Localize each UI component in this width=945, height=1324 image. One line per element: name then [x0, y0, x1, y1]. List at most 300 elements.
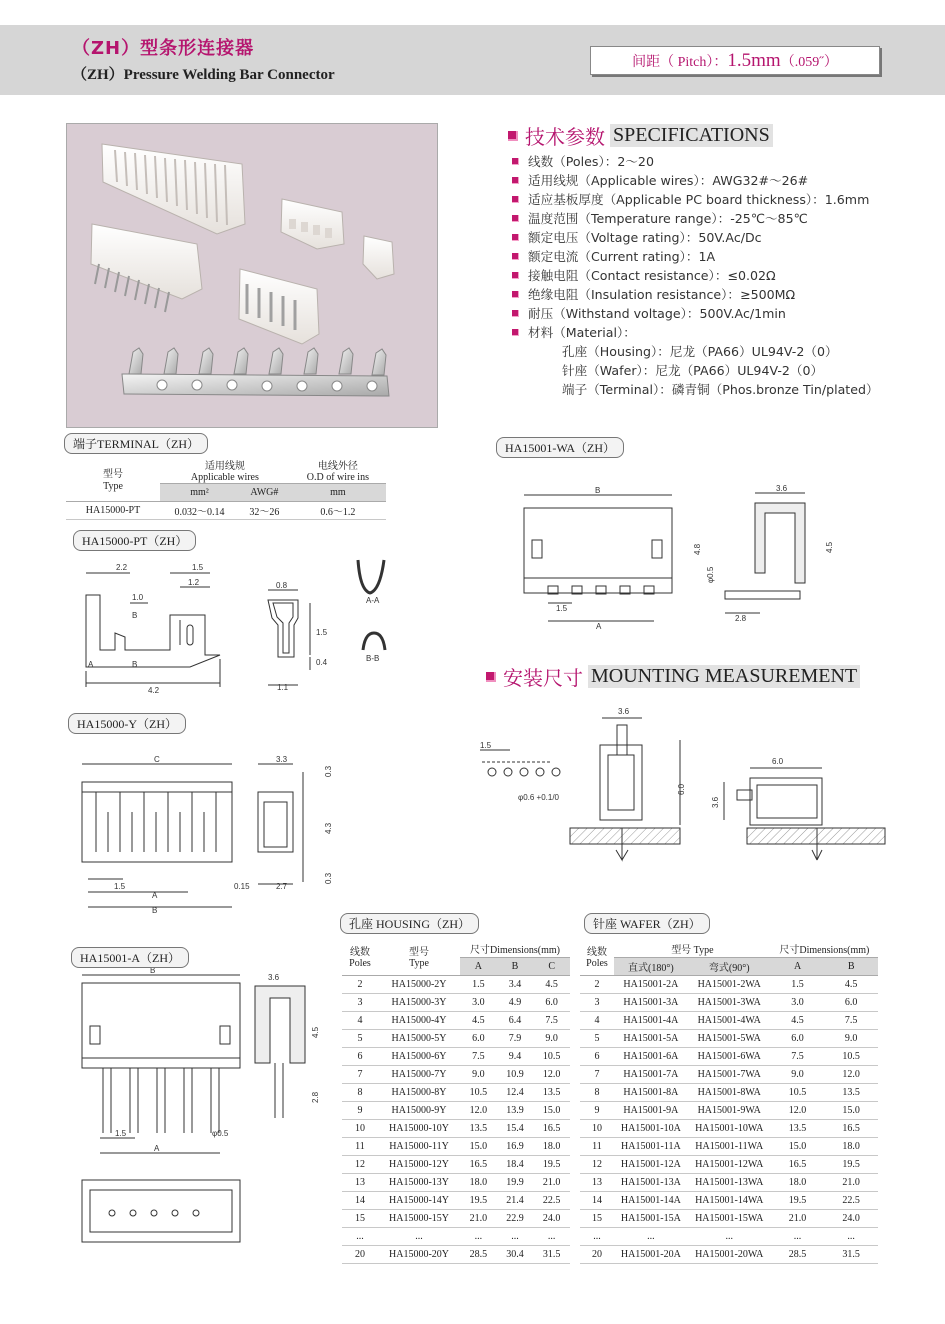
table-cell: ...	[497, 1228, 534, 1246]
mount-dim-3.6a: 3.6	[618, 707, 630, 716]
bullet-icon	[512, 177, 519, 184]
wa-drawing	[510, 483, 845, 633]
table-cell: 15	[342, 1210, 378, 1228]
table-row	[580, 1192, 878, 1210]
table-row	[342, 1012, 570, 1030]
table-cell: ...	[533, 1228, 570, 1246]
table-cell: 6.0	[771, 1030, 825, 1048]
product-photo-illustration	[67, 124, 437, 427]
table-cell: HA15001-20WA	[688, 1246, 771, 1264]
pt-dim-a: A	[88, 660, 94, 669]
table-cell: 21.0	[460, 1210, 497, 1228]
table-cell: HA15000-PT	[66, 502, 160, 520]
table-cell: 13	[342, 1174, 378, 1192]
y-dim-2.7: 2.7	[276, 882, 288, 891]
table-cell: 16.5	[771, 1156, 825, 1174]
a-drawing	[70, 968, 335, 1258]
table-cell: 21.0	[533, 1174, 570, 1192]
table-cell: HA15001-8A	[614, 1084, 688, 1102]
table-cell: 5	[580, 1030, 614, 1048]
table-cell: 13.5	[824, 1084, 878, 1102]
a-dim-phi: φ0.5	[212, 1129, 229, 1138]
pitch-prefix: 间距（ Pitch）：	[632, 55, 728, 70]
spec-item	[512, 323, 879, 342]
table-cell: HA15000-12Y	[378, 1156, 460, 1174]
table-cell: 2	[342, 976, 378, 994]
housing-table	[342, 940, 570, 1264]
wafer-col-a: A	[771, 958, 825, 976]
table-row	[342, 1066, 570, 1084]
mount-dim-6.0a: 6.0	[677, 783, 686, 795]
table-cell: HA15001-5WA	[688, 1030, 771, 1048]
housing-type-en: Type	[409, 957, 429, 969]
table-cell: HA15001-3A	[614, 994, 688, 1012]
spec-text: 额定电压（Voltage rating）：50V.Ac/Dc	[528, 230, 762, 245]
housing-label: 孔座 HOUSING（ZH）	[340, 913, 479, 934]
table-cell: 16.5	[824, 1120, 878, 1138]
specifications-heading	[508, 121, 773, 150]
table-cell: 31.5	[824, 1246, 878, 1264]
table-cell: 10	[342, 1120, 378, 1138]
table-cell: 7.5	[533, 1012, 570, 1030]
table-row	[342, 976, 570, 994]
terminal-col-awg: AWG#	[239, 484, 290, 502]
table-cell: 10	[580, 1120, 614, 1138]
table-row	[342, 1228, 570, 1246]
housing-col-c: C	[533, 958, 570, 976]
table-cell: 10.9	[497, 1066, 534, 1084]
table-cell: 5	[342, 1030, 378, 1048]
y-dim-0.3b: 0.3	[324, 872, 333, 884]
spec-text: 材料（Material）：	[528, 325, 636, 340]
a-dim-2.8: 2.8	[311, 1091, 320, 1103]
table-cell: 7.9	[497, 1030, 534, 1048]
table-row	[66, 502, 386, 520]
table-row	[580, 1066, 878, 1084]
table-cell: 12.4	[497, 1084, 534, 1102]
table-row	[342, 1084, 570, 1102]
terminal-col-mm2: mm²	[160, 484, 239, 502]
table-row	[342, 1174, 570, 1192]
table-cell: 32～26	[239, 502, 290, 520]
table-cell: 14	[342, 1192, 378, 1210]
table-cell: HA15001-5A	[614, 1030, 688, 1048]
heading-bullet-icon	[486, 672, 496, 682]
bullet-icon	[512, 196, 519, 203]
table-cell: HA15001-14A	[614, 1192, 688, 1210]
table-cell: 4.5	[771, 1012, 825, 1030]
material-text: 孔座（Housing）：尼龙（PA66）UL94V-2（0）	[562, 344, 838, 359]
housing-dims-header: 尺寸Dimensions(mm)	[460, 940, 570, 958]
table-cell: HA15000-11Y	[378, 1138, 460, 1156]
table-cell: 9	[580, 1102, 614, 1120]
table-cell: 18.0	[824, 1138, 878, 1156]
a-dim-1.5: 1.5	[115, 1129, 127, 1138]
terminal-od-cn: 电线外径	[317, 461, 358, 472]
table-row	[342, 1048, 570, 1066]
pt-dim-1.1: 1.1	[277, 683, 289, 692]
bullet-icon	[512, 158, 519, 165]
table-cell: 9	[342, 1102, 378, 1120]
table-cell: 1.5	[771, 976, 825, 994]
table-cell: 15.0	[824, 1102, 878, 1120]
pt-dim-1.5: 1.5	[192, 563, 204, 572]
pitch-value: 1.5mm	[727, 50, 781, 71]
table-cell: 24.0	[533, 1210, 570, 1228]
spec-text: 线数（Poles）：2～20	[528, 154, 654, 169]
table-cell: 3.4	[497, 976, 534, 994]
table-cell: 21.4	[497, 1192, 534, 1210]
terminal-col-mm: mm	[290, 484, 386, 502]
pitch-box	[590, 46, 880, 75]
wafer-angled	[239, 269, 319, 344]
table-cell: 15.4	[497, 1120, 534, 1138]
table-cell: HA15001-20A	[614, 1246, 688, 1264]
wa-dim-phi: φ0.5	[706, 566, 715, 583]
table-cell: 11	[580, 1138, 614, 1156]
table-cell: HA15000-10Y	[378, 1120, 460, 1138]
spec-text: 接触电阻（Contact resistance）：≤0.02Ω	[528, 268, 776, 283]
table-cell: 4.5	[824, 976, 878, 994]
y-dim-a: A	[152, 891, 158, 900]
table-cell: ...	[580, 1228, 614, 1246]
terminal-wires-cn: 适用线规	[204, 461, 245, 472]
table-cell: HA15001-4A	[614, 1012, 688, 1030]
terminal-wires-en: Applicable wires	[190, 472, 259, 483]
table-row	[342, 1156, 570, 1174]
terminal-label: 端子TERMINAL（ZH）	[64, 433, 208, 454]
table-cell: 6.0	[460, 1030, 497, 1048]
table-cell: 10.5	[460, 1084, 497, 1102]
table-cell: 4.5	[533, 976, 570, 994]
table-row	[342, 1102, 570, 1120]
a-dim-a: A	[154, 1144, 160, 1153]
table-cell: 6	[580, 1048, 614, 1066]
spec-text: 耐压（Withstand voltage）：500V.Ac/1min	[528, 306, 786, 321]
housing-small	[281, 199, 344, 249]
table-cell: HA15001-10WA	[688, 1120, 771, 1138]
table-cell: HA15001-10A	[614, 1120, 688, 1138]
table-cell: 13.5	[533, 1084, 570, 1102]
mount-dim-1.5: 1.5	[480, 741, 492, 750]
spec-item	[512, 266, 879, 285]
wafer-poles-cn: 线数	[587, 946, 607, 958]
table-row	[580, 1138, 878, 1156]
bullet-icon	[512, 272, 519, 279]
table-row	[580, 976, 878, 994]
table-cell: 6.4	[497, 1012, 534, 1030]
y-dim-0.15: 0.15	[234, 882, 250, 891]
table-cell: 4	[342, 1012, 378, 1030]
table-cell: 0.032～0.14	[160, 502, 239, 520]
table-row	[580, 1156, 878, 1174]
table-cell: 12.0	[824, 1066, 878, 1084]
y-dim-0.3a: 0.3	[324, 765, 333, 777]
table-cell: 9.0	[533, 1030, 570, 1048]
wa-label: HA15001-WA（ZH）	[496, 437, 624, 458]
table-cell: 16.9	[497, 1138, 534, 1156]
table-row	[580, 1228, 878, 1246]
terminal-type-cn: 型号	[103, 469, 123, 480]
table-cell: HA15000-15Y	[378, 1210, 460, 1228]
table-cell: HA15001-11A	[614, 1138, 688, 1156]
pt-label: HA15000-PT（ZH）	[73, 530, 196, 551]
wa-dim-4.8: 4.8	[693, 543, 702, 555]
table-cell: 1.5	[460, 976, 497, 994]
table-cell: 3	[342, 994, 378, 1012]
table-cell: 31.5	[533, 1246, 570, 1264]
table-cell: 13	[580, 1174, 614, 1192]
table-cell: HA15000-2Y	[378, 976, 460, 994]
table-cell: 10.5	[771, 1084, 825, 1102]
table-cell: ...	[342, 1228, 378, 1246]
product-photo	[66, 123, 438, 428]
wa-dim-2.8: 2.8	[735, 614, 747, 623]
table-cell: 7	[342, 1066, 378, 1084]
table-cell: 12.0	[533, 1066, 570, 1084]
table-row	[580, 1012, 878, 1030]
table-cell: 9.0	[460, 1066, 497, 1084]
table-row	[580, 1120, 878, 1138]
material-text: 端子（Terminal）：磷青铜（Phos.bronze Tin/plated）	[562, 382, 879, 397]
table-cell: 12.0	[771, 1102, 825, 1120]
table-cell: 15	[580, 1210, 614, 1228]
table-row	[342, 994, 570, 1012]
table-cell: HA15000-6Y	[378, 1048, 460, 1066]
table-cell: HA15001-3WA	[688, 994, 771, 1012]
table-row	[580, 1210, 878, 1228]
table-cell: 21.0	[771, 1210, 825, 1228]
wafer-label: 针座 WAFER（ZH）	[584, 913, 710, 934]
pt-drawing	[70, 555, 410, 695]
table-cell: 12	[580, 1156, 614, 1174]
table-cell: 19.9	[497, 1174, 534, 1192]
table-cell: HA15001-2WA	[688, 976, 771, 994]
mount-dim-3.6b: 3.6	[711, 796, 720, 808]
mounting-drawing	[452, 700, 887, 875]
table-cell: HA15000-9Y	[378, 1102, 460, 1120]
table-row	[342, 1246, 570, 1264]
spec-item	[512, 209, 879, 228]
table-cell: 7.5	[460, 1048, 497, 1066]
table-cell: HA15000-13Y	[378, 1174, 460, 1192]
table-cell: 18.0	[460, 1174, 497, 1192]
wafer-col-straight: 直式(180°)	[614, 958, 688, 976]
table-cell: 14	[580, 1192, 614, 1210]
wa-dim-4.5: 4.5	[825, 541, 834, 553]
table-cell: 15.0	[533, 1102, 570, 1120]
y-dim-4.3: 4.3	[324, 822, 333, 834]
bullet-icon	[512, 234, 519, 241]
table-cell: 12.0	[460, 1102, 497, 1120]
pt-section-bb: B-B	[366, 654, 380, 663]
spec-text: 温度范围（Temperature range）：-25℃～85℃	[528, 211, 808, 226]
bullet-icon	[512, 329, 519, 336]
table-cell: 10.5	[533, 1048, 570, 1066]
a-dim-3.6: 3.6	[268, 973, 280, 982]
table-cell: HA15000-14Y	[378, 1192, 460, 1210]
table-row	[580, 994, 878, 1012]
table-row	[580, 1084, 878, 1102]
table-row	[342, 1210, 570, 1228]
table-cell: HA15001-2A	[614, 976, 688, 994]
table-cell: HA15001-9A	[614, 1102, 688, 1120]
wa-dim-1.5: 1.5	[556, 604, 568, 613]
table-cell: HA15001-9WA	[688, 1102, 771, 1120]
table-cell: HA15000-7Y	[378, 1066, 460, 1084]
pt-dim-1.5v: 1.5	[316, 628, 328, 637]
table-cell: 11	[342, 1138, 378, 1156]
material-item	[512, 380, 879, 399]
table-cell: ...	[771, 1228, 825, 1246]
pt-dim-4.2: 4.2	[148, 686, 160, 695]
pt-dim-b1: B	[132, 611, 138, 620]
table-cell: HA15000-5Y	[378, 1030, 460, 1048]
spec-text: 适应基板厚度（Applicable PC board thickness）：1.6mm	[528, 192, 870, 207]
table-cell: 19.5	[771, 1192, 825, 1210]
table-row	[342, 1030, 570, 1048]
table-cell: 19.5	[533, 1156, 570, 1174]
table-cell: HA15001-7WA	[688, 1066, 771, 1084]
table-cell: ...	[614, 1228, 688, 1246]
spec-item	[512, 285, 879, 304]
table-cell: HA15000-8Y	[378, 1084, 460, 1102]
spec-item	[512, 171, 879, 190]
table-cell: HA15001-11WA	[688, 1138, 771, 1156]
table-cell: 8	[342, 1084, 378, 1102]
table-cell: HA15001-12A	[614, 1156, 688, 1174]
housing-type-cn: 型号	[409, 946, 429, 958]
pt-dim-1.2: 1.2	[188, 578, 200, 587]
housing-poles-cn: 线数	[350, 946, 370, 958]
housing-long	[102, 144, 245, 234]
wafer-table	[580, 940, 878, 1264]
table-cell: 9.0	[824, 1030, 878, 1048]
table-cell: 2	[580, 976, 614, 994]
spec-text: 额定电流（Current rating）：1A	[528, 249, 716, 264]
pt-section-aa: A-A	[366, 596, 380, 605]
bullet-icon	[512, 291, 519, 298]
table-row	[342, 1192, 570, 1210]
wa-dim-b: B	[595, 486, 601, 495]
table-cell: 16.5	[460, 1156, 497, 1174]
table-cell: ...	[824, 1228, 878, 1246]
wafer-poles-en: Poles	[586, 957, 608, 969]
table-cell: 20	[580, 1246, 614, 1264]
table-cell: 19.5	[824, 1156, 878, 1174]
table-cell: 30.4	[497, 1246, 534, 1264]
table-cell: 13.9	[497, 1102, 534, 1120]
housing-poles-en: Poles	[349, 957, 371, 969]
table-cell: 4.9	[497, 994, 534, 1012]
table-cell: 0.6～1.2	[290, 502, 386, 520]
pt-dim-b2: B	[132, 660, 138, 669]
pitch-suffix: （.059˝）	[780, 55, 838, 70]
table-cell: HA15001-6A	[614, 1048, 688, 1066]
table-cell: 18.4	[497, 1156, 534, 1174]
table-cell: 16.5	[533, 1120, 570, 1138]
table-cell: 15.0	[771, 1138, 825, 1156]
table-cell: 15.0	[460, 1138, 497, 1156]
table-cell: HA15001-13WA	[688, 1174, 771, 1192]
table-row	[580, 1174, 878, 1192]
housing-2pin	[363, 236, 394, 279]
wafer-dims-header: 尺寸Dimensions(mm)	[771, 940, 878, 958]
table-cell: 24.0	[824, 1210, 878, 1228]
specifications-heading-cn: 技术参数	[525, 125, 605, 149]
mounting-heading-cn: 安装尺寸	[503, 666, 583, 690]
table-cell: 22.5	[824, 1192, 878, 1210]
table-cell: HA15001-6WA	[688, 1048, 771, 1066]
mounting-heading	[486, 662, 860, 691]
table-cell: HA15001-8WA	[688, 1084, 771, 1102]
y-dim-1.5: 1.5	[114, 882, 126, 891]
spec-item	[512, 228, 879, 247]
table-cell: 6.0	[533, 994, 570, 1012]
table-cell: 4.5	[460, 1012, 497, 1030]
table-cell: 22.5	[533, 1192, 570, 1210]
mounting-heading-en: MOUNTING MEASUREMENT	[588, 665, 860, 688]
table-cell: 18.0	[771, 1174, 825, 1192]
spec-item	[512, 152, 879, 171]
housing-col-b: B	[497, 958, 534, 976]
spec-item	[512, 304, 879, 323]
table-cell: 20	[342, 1246, 378, 1264]
bullet-icon	[512, 310, 519, 317]
table-cell: 7.5	[771, 1048, 825, 1066]
table-cell: ...	[460, 1228, 497, 1246]
table-row	[342, 1120, 570, 1138]
table-cell: HA15001-15WA	[688, 1210, 771, 1228]
table-cell: 8	[580, 1084, 614, 1102]
wa-dim-a: A	[596, 622, 602, 631]
pt-dim-0.4: 0.4	[316, 658, 328, 667]
table-cell: HA15001-15A	[614, 1210, 688, 1228]
bullet-icon	[512, 215, 519, 222]
table-cell: 9.0	[771, 1066, 825, 1084]
table-cell: 12	[342, 1156, 378, 1174]
specifications-list	[512, 152, 879, 399]
a-label: HA15001-A（ZH）	[71, 947, 189, 968]
y-dim-b: B	[152, 906, 158, 915]
table-cell: 9.4	[497, 1048, 534, 1066]
specifications-heading-en: SPECIFICATIONS	[610, 124, 773, 147]
spec-item	[512, 247, 879, 266]
table-cell: 28.5	[771, 1246, 825, 1264]
y-label: HA15000-Y（ZH）	[68, 713, 186, 734]
table-cell: HA15001-12WA	[688, 1156, 771, 1174]
table-cell: HA15001-14WA	[688, 1192, 771, 1210]
mount-dim-6.0b: 6.0	[772, 757, 784, 766]
wafer-type-header: 型号 Type	[614, 940, 771, 958]
table-cell: 18.0	[533, 1138, 570, 1156]
table-cell: 10.5	[824, 1048, 878, 1066]
table-cell: HA15000-3Y	[378, 994, 460, 1012]
table-row	[342, 1138, 570, 1156]
table-row	[580, 1048, 878, 1066]
table-cell: HA15001-7A	[614, 1066, 688, 1084]
housing-col-a: A	[460, 958, 497, 976]
table-cell: 28.5	[460, 1246, 497, 1264]
terminal-type-en: Type	[103, 481, 123, 492]
table-cell: 3	[580, 994, 614, 1012]
table-cell: 22.9	[497, 1210, 534, 1228]
table-cell: 21.0	[824, 1174, 878, 1192]
terminal-table	[66, 461, 386, 520]
heading-bullet-icon	[508, 131, 518, 141]
spec-item	[512, 190, 879, 209]
table-cell: 13.5	[771, 1120, 825, 1138]
